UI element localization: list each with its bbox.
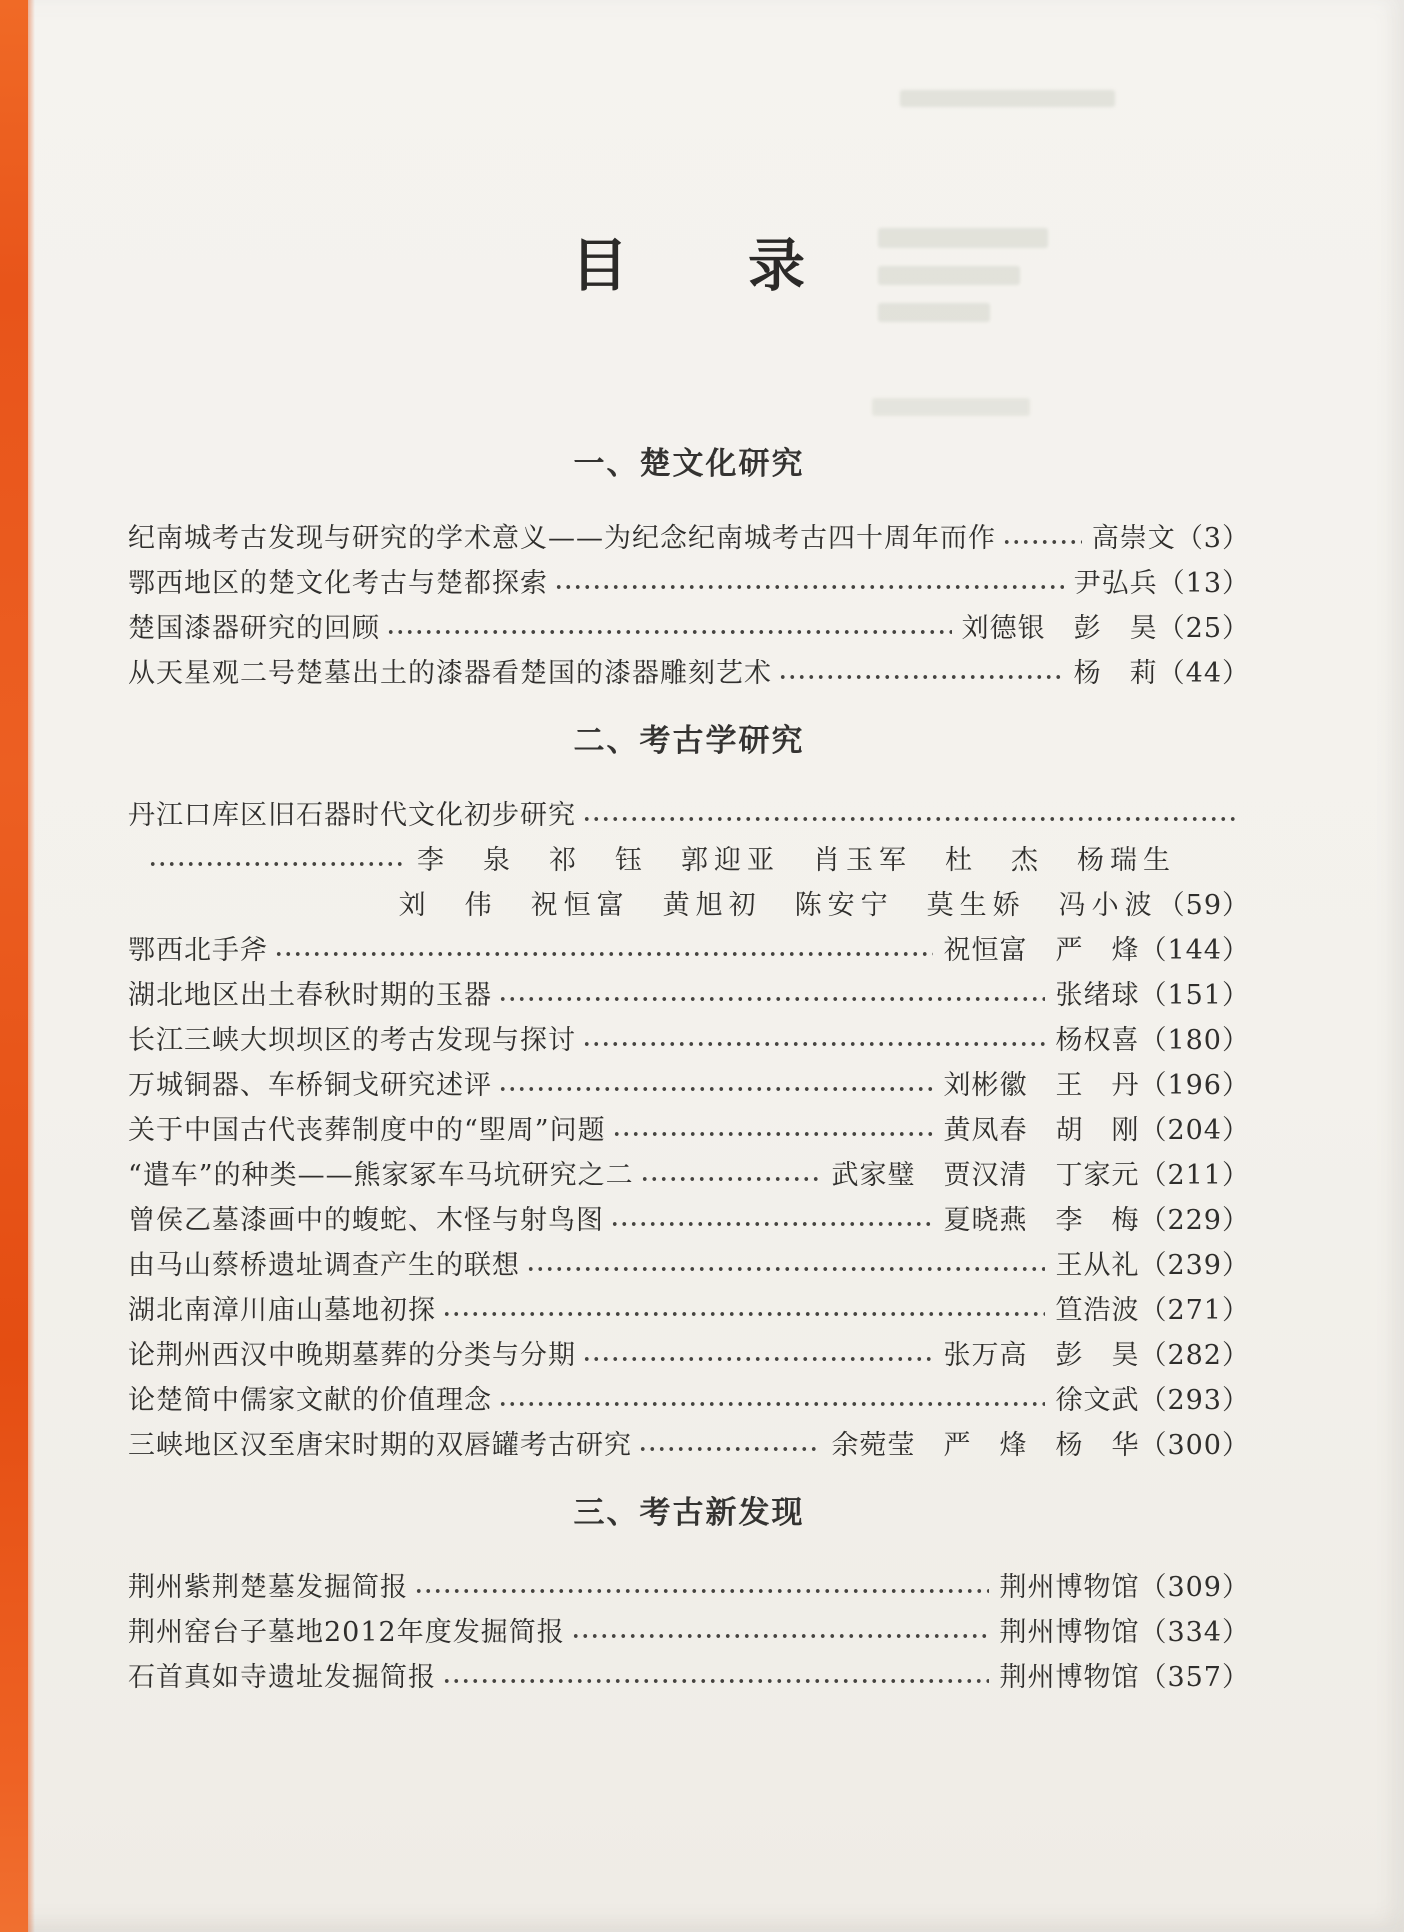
entry-authors: 张绪球 (1055, 980, 1140, 1011)
toc-entry-row (128, 1288, 1250, 1333)
entry-title: “遣车”的种类——熊家冢车马坑研究之二 (128, 1160, 634, 1191)
entry-page-number: （282） (1139, 1340, 1250, 1371)
entry-title: 从天星观二号楚墓出土的漆器看楚国的漆器雕刻艺术 (128, 658, 772, 689)
entry-title: 荆州紫荆楚墓发掘简报 (128, 1572, 408, 1603)
entry-authors: 徐文武 (1055, 1385, 1140, 1416)
entry-authors: 荆州博物馆 (999, 1617, 1140, 1648)
page-title: 目 录 (571, 232, 807, 299)
toc-entry-row (128, 651, 1250, 696)
section-rows (128, 793, 1250, 1468)
entry-authors: 余菀莹 严 烽 杨 华 (831, 1430, 1140, 1461)
dot-leader (582, 1018, 1045, 1063)
entry-authors: 荆州博物馆 (999, 1572, 1140, 1603)
entry-page-number: （229） (1139, 1205, 1250, 1236)
entry-authors: 刘德银 彭 昊 (961, 613, 1158, 644)
entry-title: 丹江口库区旧石器时代文化初步研究 (128, 800, 576, 831)
entry-authors: 刘彬徽 王 丹 (943, 1070, 1140, 1101)
toc-entry-row (128, 1108, 1250, 1153)
entry-authors: 祝恒富 严 烽 (943, 935, 1140, 966)
toc-entry-row (128, 1198, 1250, 1243)
entry-page-number: （59） (1157, 890, 1250, 921)
dot-leader (498, 1378, 1045, 1423)
dot-leader (498, 973, 1045, 1018)
dot-leader (638, 1423, 821, 1468)
toc-section (128, 1492, 1250, 1700)
toc-entry-row (128, 1378, 1250, 1423)
toc-entry-row (128, 1565, 1250, 1610)
entry-title: 万城铜器、车桥铜戈研究述评 (128, 1070, 492, 1101)
entry-title: 楚国漆器研究的回顾 (128, 613, 380, 644)
entry-title: 长江三峡大坝坝区的考古发现与探讨 (128, 1025, 576, 1056)
section-heading: 三、考古新发现 (573, 1495, 805, 1531)
entry-title: 曾侯乙墓漆画中的蝮蛇、木怪与射鸟图 (128, 1205, 604, 1236)
dot-leader (274, 928, 933, 973)
section-rows (128, 1565, 1250, 1700)
toc-entry-row (128, 883, 1250, 928)
toc-entry-row (128, 973, 1250, 1018)
entry-authors: 张万高 彭 昊 (943, 1340, 1140, 1371)
dot-leader (582, 793, 1240, 838)
entry-authors: 李 泉 祁 钰 郭迎亚 肖玉军 杜 杰 杨瑞生 (417, 845, 1176, 876)
toc-entry-row (128, 793, 1250, 838)
toc-sections (128, 443, 1250, 1700)
book-spine-strip (0, 0, 28, 1932)
entry-title: 鄂西北手斧 (128, 935, 268, 966)
dot-leader (571, 1610, 990, 1655)
entry-page-number: （211） (1139, 1160, 1250, 1191)
entry-title: 纪南城考古发现与研究的学术意义——为纪念纪南城考古四十周年而作 (128, 523, 996, 554)
section-heading: 一、楚文化研究 (573, 446, 805, 482)
dot-leader (612, 1108, 934, 1153)
entry-title: 论荆州西汉中晚期墓葬的分类与分期 (128, 1340, 576, 1371)
toc-entry-row (128, 1153, 1250, 1198)
toc-entry-row (128, 1333, 1250, 1378)
entry-page-number: （3） (1175, 523, 1250, 554)
toc-entry-row (128, 1243, 1250, 1288)
dot-leader (442, 1288, 1045, 1333)
entry-page-number: （13） (1157, 568, 1250, 599)
dot-leader (148, 838, 403, 883)
toc-entry-row (128, 606, 1250, 651)
section-heading: 二、考古学研究 (573, 723, 805, 759)
dot-leader (526, 1243, 1045, 1288)
entry-page-number: （151） (1139, 980, 1250, 1011)
entry-page-number: （25） (1157, 613, 1250, 644)
entry-title: 荆州窑台子墓地2012年度发掘简报 (128, 1617, 565, 1648)
dot-leader (582, 1333, 933, 1378)
entry-page-number: （309） (1139, 1572, 1250, 1603)
entry-page-number: （334） (1139, 1617, 1250, 1648)
entry-authors: 尹弘兵 (1073, 568, 1158, 599)
dot-leader (554, 561, 1064, 606)
toc-content (128, 0, 1250, 1700)
toc-entry-row (128, 1063, 1250, 1108)
toc-entry-row (128, 561, 1250, 606)
entry-page-number: （293） (1139, 1385, 1250, 1416)
entry-authors: 黄凤春 胡 刚 (943, 1115, 1140, 1146)
toc-section (128, 443, 1250, 696)
dot-leader (498, 1063, 933, 1108)
entry-title: 由马山蔡桥遗址调查产生的联想 (128, 1250, 520, 1281)
entry-title: 鄂西地区的楚文化考古与楚都探索 (128, 568, 548, 599)
entry-title: 石首真如寺遗址发掘简报 (128, 1662, 436, 1693)
entry-authors: 杨权喜 (1055, 1025, 1140, 1056)
toc-entry-row (128, 838, 1250, 883)
entry-page-number: （357） (1139, 1662, 1250, 1693)
entry-page-number: （204） (1139, 1115, 1250, 1146)
entry-page-number: （300） (1139, 1430, 1250, 1461)
entry-authors: 武家璧 贾汉清 丁家元 (831, 1160, 1140, 1191)
entry-authors: 笪浩波 (1055, 1295, 1140, 1326)
toc-entry-row (128, 1423, 1250, 1468)
entry-page-number: （144） (1139, 935, 1250, 966)
dot-leader (778, 651, 1064, 696)
entry-authors: 王从礼 (1055, 1250, 1140, 1281)
toc-entry-row (128, 1018, 1250, 1063)
section-rows (128, 516, 1250, 696)
entry-title: 三峡地区汉至唐宋时期的双唇罐考古研究 (128, 1430, 632, 1461)
entry-title: 论楚简中儒家文献的价值理念 (128, 1385, 492, 1416)
entry-title: 湖北南漳川庙山墓地初探 (128, 1295, 436, 1326)
entry-page-number: （239） (1139, 1250, 1250, 1281)
dot-leader (1002, 516, 1082, 561)
entry-page-number: （271） (1139, 1295, 1250, 1326)
entry-authors: 刘 伟 祝恒富 黄旭初 陈安宁 莫生娇 冯小波 (398, 890, 1158, 921)
dot-leader (610, 1198, 933, 1243)
toc-entry-row (128, 516, 1250, 561)
entry-title: 湖北地区出土春秋时期的玉器 (128, 980, 492, 1011)
dot-leader (442, 1655, 989, 1700)
dot-leader (414, 1565, 989, 1610)
entry-page-number: （44） (1157, 658, 1250, 689)
toc-entry-row (128, 1610, 1250, 1655)
entry-page-number: （180） (1139, 1025, 1250, 1056)
toc-section (128, 720, 1250, 1468)
dot-leader (386, 606, 952, 651)
entry-authors: 杨 莉 (1073, 658, 1158, 689)
toc-entry-row (128, 928, 1250, 973)
entry-authors: 夏晓燕 李 梅 (943, 1205, 1140, 1236)
dot-leader (640, 1153, 822, 1198)
entry-page-number: （196） (1139, 1070, 1250, 1101)
entry-title: 关于中国古代丧葬制度中的“堲周”问题 (128, 1115, 606, 1146)
toc-entry-row (128, 1655, 1250, 1700)
entry-authors: 高崇文 (1091, 523, 1176, 554)
entry-authors: 荆州博物馆 (999, 1662, 1140, 1693)
